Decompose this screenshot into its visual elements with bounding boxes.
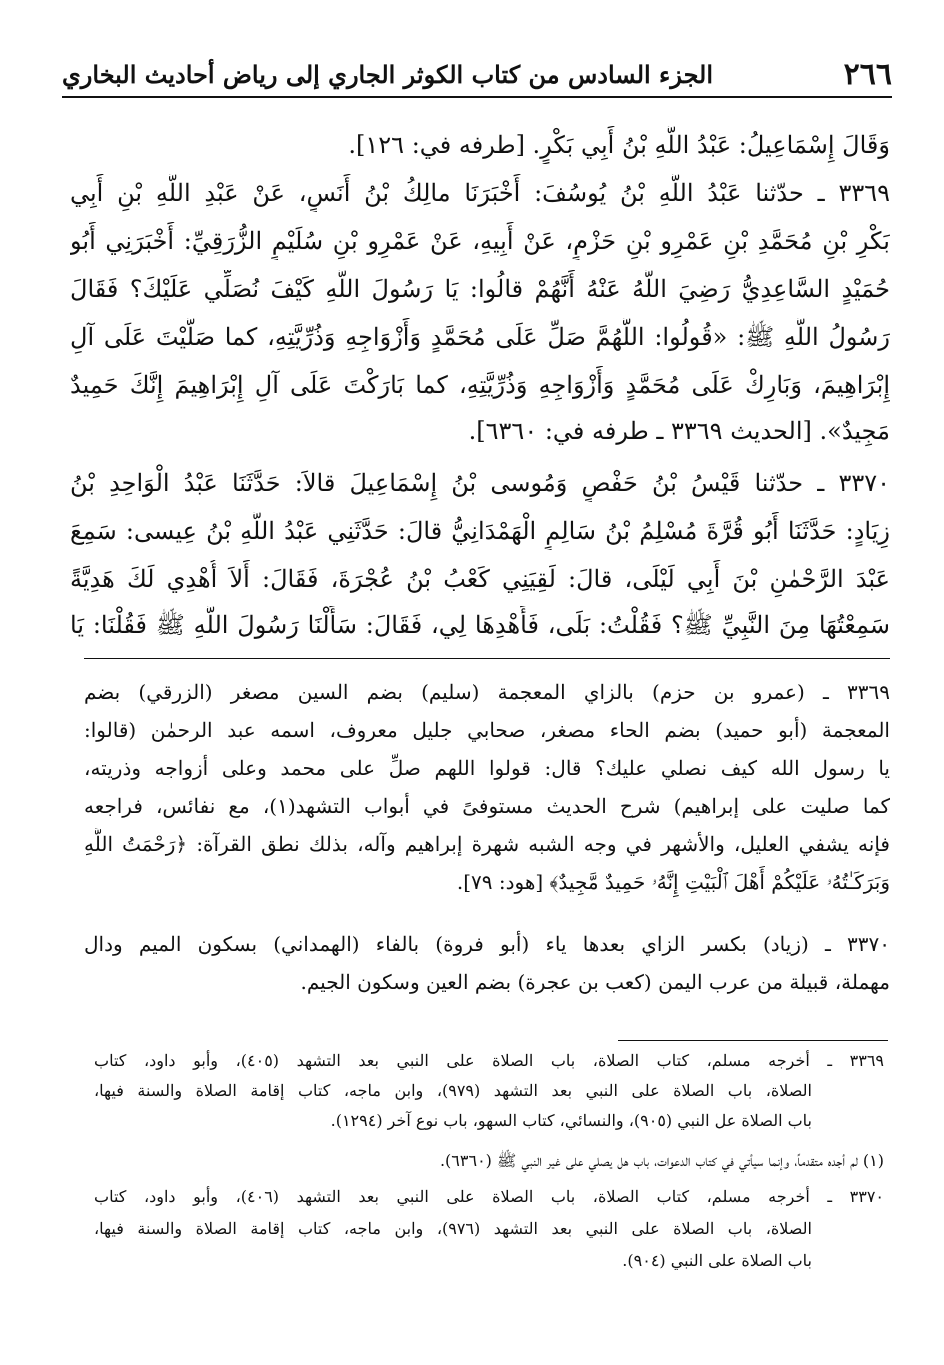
footnote-line: (١) لم أجده متقدماً، وإنما سيأتي في كتاب الدعوات، باب هل يصلي على غير النبي ﷺ (٦٣٦٠). (439, 1151, 884, 1170)
hadith-line: زِيَادٍ: حَدَّثَنَا أَبُو قُرَّةَ مُسْلِمُ بْنُ سَالِمٍ الْهَمْدَانِيُّ قالَ: حَدَّثَنِي عَبْدُ اللَّهِ بْنُ عِيسى: سَمِعَ (70, 517, 890, 545)
footnote-divider (618, 1040, 888, 1041)
commentary-line: يا رسول الله كيف نصلي عليك؟ قال: قولوا اللهم صلِّ على محمد وعلى أزواجه وذريته، (84, 756, 890, 780)
hadith-line: عَبْدَ الرَّحْمٰنِ بْنَ أَبِي لَيْلَى، قالَ: لَقِيَنِي كَعْبُ بْنُ عُجْرَةَ، فَقَالَ: أَلاَ أُهْدِي لَكَ هَدِيَّةً (70, 565, 890, 593)
footnote-line: باب الصلاة على النبي (٩٠٤). (622, 1251, 812, 1270)
footnote-line: باب الصلاة عل النبي (٩٠٥)، والنسائي، كتاب السهو، باب نوع آخر (١٢٩٤). (330, 1111, 812, 1130)
hadith-line: رَسُولُ اللَّهِ ﷺ: «قُولُوا: اللَّهُمَّ صَلِّ عَلَى مُحَمَّدٍ وَأَزْوَاجِهِ وَذُرِّيَّتِهِ، كما صَلَّيْتَ عَلَى آلِ (70, 323, 890, 351)
footnote-line: الصلاة، باب الصلاة على النبي بعد التشهد (٩٧٦)، وابن ماجه، كتاب إقامة الصلاة والسنة فيها، (94, 1219, 812, 1238)
page-number: ٢٦٦ (843, 56, 892, 92)
hadith-line: حُمَيْدٍ السَّاعِدِيُّ رَضِيَ اللَّهُ عَنْهُ أَنَّهُمْ قالُوا: يَا رَسُولَ اللَّهِ كَيْفَ نُصَلِّي عَلَيْكَ؟ فَقَالَ (70, 275, 890, 303)
hadith-line: ٣٣٦٩ ـ حدّثنا عَبْدُ اللَّهِ بْنُ يُوسُفَ: أَخْبَرَنَا مالِكُ بْنُ أَنَسٍ، عَنْ عَبْدِ اللَّهِ بْنِ أَبِي (70, 179, 890, 207)
hadith-line: وَقَالَ إِسْمَاعِيلُ: عَبْدُ اللَّهِ بْنُ أَبِي بَكْرٍ. [طرفه في: ١٢٦]. (348, 131, 890, 159)
commentary-line: ٣٣٦٩ ـ (عمرو بن حزم) بالزاي المعجمة (سليم) بضم السين مصغر (الزرقي) بضم (84, 680, 890, 704)
commentary-line: وَبَرَكَـٰتُهُۥ عَلَيْكُمْ أَهْلَ ٱلْبَيْتِ إِنَّهُۥ حَمِيدٌ مَّجِيدٌ﴾ [هود: ٧٩]. (456, 870, 890, 894)
page-header (62, 52, 892, 98)
commentary-line: فإنه يشفي العليل، والأشهر في وجه الشبه شهرة إبراهيم وآله، بذلك نطق القرآة: ﴿رَحْمَتُ اللَّهِ (84, 832, 890, 856)
hadith-line: ٣٣٧٠ ـ حدّثنا قَيْسُ بْنُ حَفْصٍ وَمُوسى بْنُ إِسْمَاعِيلَ قالاَ: حَدَّثَنَا عَبْدُ الْوَاحِدِ بْنُ (70, 469, 890, 497)
commentary-line: ٣٣٧٠ ـ (زياد) بكسر الزاي بعدها ياء (أبو فروة) بالفاء (الهمداني) بسكون الميم ودال (84, 932, 890, 956)
hadith-line: بَكْرِ بْنِ مُحَمَّدِ بْنِ عَمْرِو بْنِ حَزْمٍ، عَنْ أَبِيهِ، عَنْ عَمْرِو بْنِ سُلَيْمٍ الزُّرَقِيِّ: أَخْبَرَنِي أَبُو (70, 227, 890, 255)
commentary-line: مهملة، قبيلة من عرب اليمن (كعب بن عجرة) بضم العين وسكون الجيم. (300, 970, 890, 994)
footnote-line: الصلاة، باب الصلاة على النبي بعد التشهد (٩٧٩)، وابن ماجه، كتاب إقامة الصلاة والسنة فيها، (94, 1081, 812, 1100)
hadith-line: مَجِيدٌ». [الحديث ٣٣٦٩ ـ طرفه في: ٦٣٦٠]. (468, 417, 890, 445)
footnote-line: ٣٣٦٩ ـ أخرجه مسلم، كتاب الصلاة، باب الصلاة على النبي بعد التشهد (٤٠٥)، وأبو داود، كتاب (94, 1051, 884, 1070)
commentary-line: كما صليت على إبراهيم) شرح الحديث مستوفىً في أبواب التشهد(١)، مع نفائس، فراجعه (84, 794, 890, 818)
hadith-line: سَمِعْتُهَا مِنَ النَّبِيِّ ﷺ؟ فَقُلْتُ: بَلَى، فَأَهْدِهَا لِي، فَقَالَ: سَأَلْنَا رَسُولَ اللَّهِ ﷺ فَقُلْنَا: يَا (70, 611, 890, 639)
running-title: الجزء السادس من كتاب الكوثر الجاري إلى رياض أحاديث البخاري (62, 59, 714, 89)
commentary-line: المعجمة (أبو حميد) بضم الحاء مصغر، صحابي جليل معروف، اسمه عبد الرحمٰن (قالوا: (84, 718, 890, 742)
footnote-line: ٣٣٧٠ ـ أخرجه مسلم، كتاب الصلاة، باب الصلاة على النبي بعد التشهد (٤٠٦)، وأبو داود، كتاب (94, 1187, 884, 1206)
hadith-line: إِبْرَاهِيمَ، وَبَارِكْ عَلَى مُحَمَّدٍ وَأَزْوَاجِهِ وَذُرِّيَّتِهِ، كما بَارَكْتَ عَلَى آلِ إِبْرَاهِيمَ إِنَّكَ حَمِيدٌ (70, 371, 890, 399)
text-commentary-divider (84, 658, 890, 659)
